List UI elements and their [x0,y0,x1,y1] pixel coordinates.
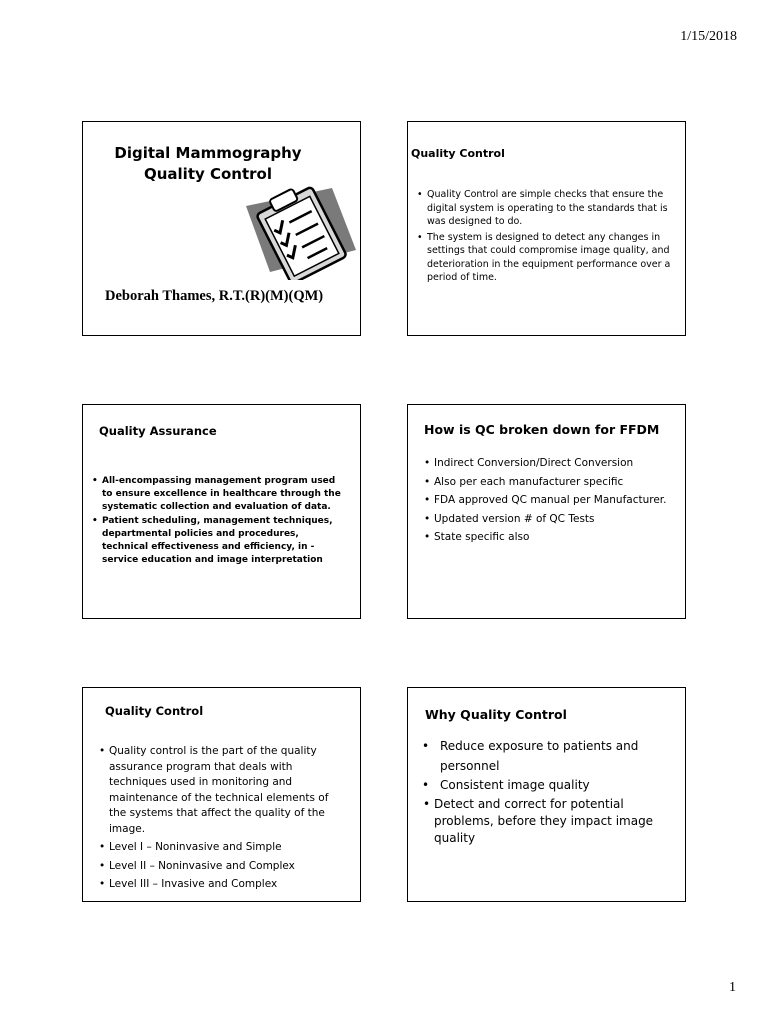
slide-quality-assurance [82,404,361,619]
list-item: • Patient scheduling, management techniques, departmental policies and procedures, technical effectiveness and efficiency, in -service education and image interpretation [102,515,342,567]
list-item: • Level II – Noninvasive and Complex [109,859,339,875]
list-item: • All-encompassing management program used to ensure excellence in healthcare through the systematic collection and evaluation of data. [102,475,342,514]
clipboard-checklist-icon [246,180,358,280]
bullet-list [102,475,342,568]
list-item: • Quality control is the part of the quality assurance program that deals with techniques used in monitoring and maintenance of the technical elements of the systems that affect the quality of the image. [109,744,339,837]
title-line: Digital Mammography [114,144,302,162]
list-item: • Consistent image quality [434,776,674,796]
bullet-list [434,456,674,549]
title-line: Quality Control [143,165,272,183]
slide-heading: How is QC broken down for FFDM [424,422,660,437]
slide-quality-control-definition [407,121,686,336]
slide-heading: Quality Control [411,147,505,160]
slide-qc-breakdown [407,404,686,619]
slide-heading: Why Quality Control [425,707,567,722]
list-item: • Also per each manufacturer specific [434,475,674,491]
list-item: • State specific also [434,530,674,546]
page-number: 1 [729,980,736,995]
bullet-list [109,744,339,896]
list-item: • Quality Control are simple checks that ensure the digital system is operating to the standards that is was designed to do. [427,188,677,229]
slide-title [82,121,361,336]
list-item: • Detect and correct for potential problems, before they impact image quality [434,796,674,847]
list-item: • Updated version # of QC Tests [434,512,674,528]
list-item: • Level III – Invasive and Complex [109,877,339,893]
slide-why-quality-control [407,687,686,902]
slide-heading: Quality Assurance [99,424,217,438]
list-item: • Reduce exposure to patients and personnel [434,737,674,776]
slide-title-heading [83,143,333,185]
presenter-name: Deborah Thames, R.T.(R)(M)(QM) [105,288,324,304]
bullet-list [427,188,677,287]
page-date: 1/15/2018 [680,29,737,44]
list-item: • Level I – Noninvasive and Simple [109,840,339,856]
list-item: • The system is designed to detect any changes in settings that could compromise image quality, and deterioration in the equipment performance over a period of time. [427,231,677,285]
list-item: • FDA approved QC manual per Manufacturer. [434,493,674,509]
slide-quality-control-levels [82,687,361,902]
slide-heading: Quality Control [105,704,204,718]
list-item: • Indirect Conversion/Direct Conversion [434,456,674,472]
bullet-list [434,737,674,847]
